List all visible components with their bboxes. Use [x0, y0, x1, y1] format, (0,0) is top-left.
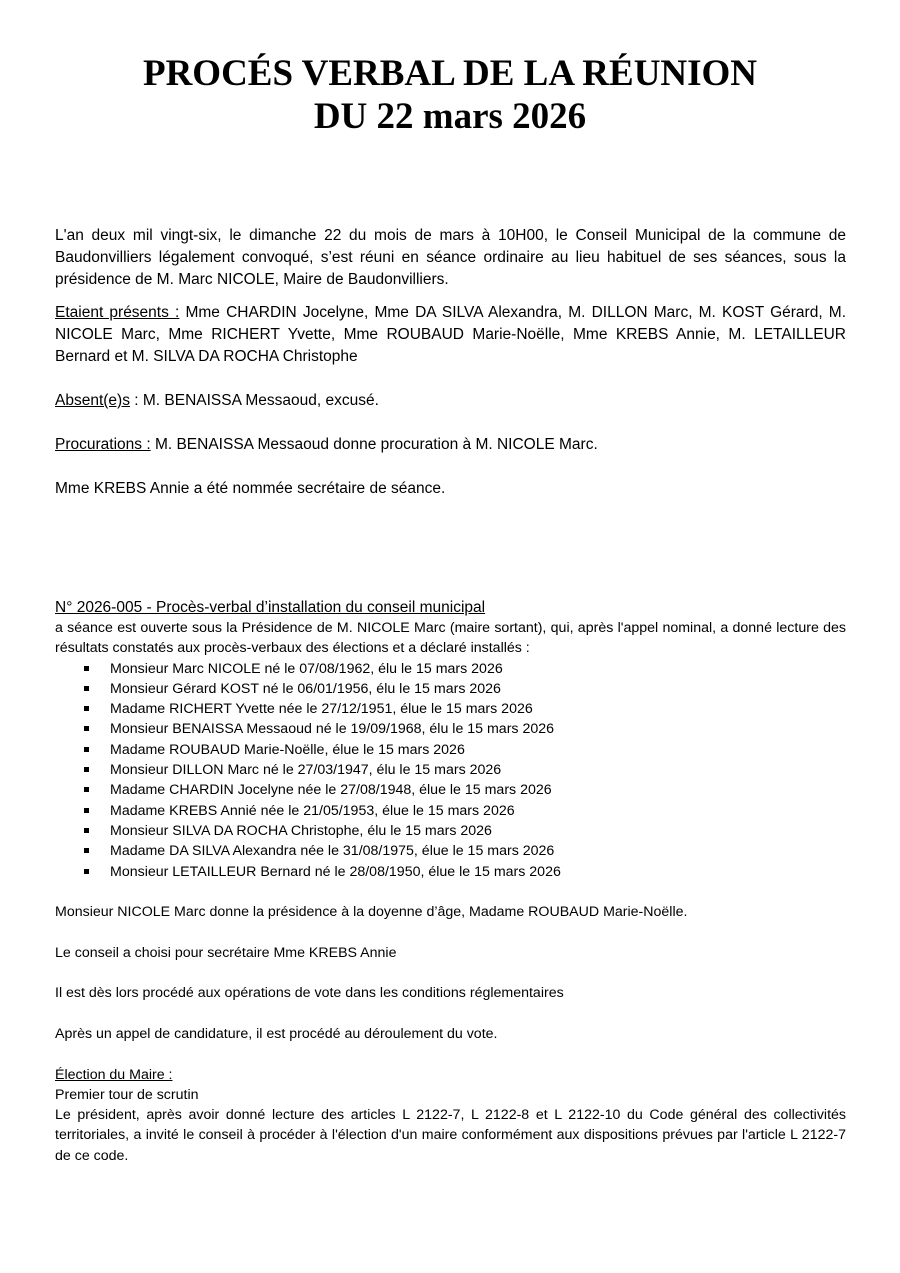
absent-label: Absent(e)s: [55, 392, 130, 409]
list-item: [55, 841, 846, 861]
list-item-text: Madame RICHERT Yvette née le 27/12/1951, élue le 15 mars 2026: [110, 701, 533, 718]
square-bullet-icon: [84, 686, 89, 691]
articles-paragraph: Le président, après avoir donné lecture des articles L 2122-7, L 2122-8 et L 2122-10 du Code général des collectivités territoriales, a invité le conseil à procéder à l'élection d'un maire conformément aux dispositions prévues par l'article L 2122-7 de ce code.: [55, 1107, 846, 1164]
list-item: [55, 679, 846, 699]
square-bullet-icon: [84, 666, 89, 671]
procurations-paragraph: [55, 434, 846, 456]
list-item-text: Madame ROUBAUD Marie-Noëlle, élue le 15 mars 2026: [110, 741, 465, 758]
secretary-paragraph: Mme KREBS Annie a été nommée secrétaire de séance.: [55, 480, 446, 497]
premier-tour: Premier tour de scrutin: [55, 1086, 199, 1103]
square-bullet-icon: [84, 787, 89, 792]
procurations-label: Procurations :: [55, 436, 151, 453]
procurations-text: M. BENAISSA Messaoud donne procuration à M. NICOLE Marc.: [150, 436, 598, 453]
present-label: Etaient présents :: [55, 304, 180, 321]
list-item-text: Monsieur Marc NICOLE né le 07/08/1962, élu le 15 mars 2026: [110, 660, 503, 677]
absent-text: : M. BENAISSA Messaoud, excusé.: [129, 392, 379, 409]
list-item-text: Madame CHARDIN Jocelyne née le 27/08/1948, élue le 15 mars 2026: [110, 782, 552, 799]
title-line-1: PROCÉS VERBAL DE LA RÉUNION: [142, 53, 758, 94]
candidature-paragraph: Après un appel de candidature, il est procédé au déroulement du vote.: [55, 1025, 498, 1042]
square-bullet-icon: [84, 767, 89, 772]
intro-block: [55, 225, 846, 522]
section-title: N° 2026-005 - Procès-verbal d’installation du conseil municipal: [55, 599, 486, 616]
elected-list: [55, 659, 846, 882]
present-paragraph: [55, 302, 846, 368]
present-text: Mme CHARDIN Jocelyne, Mme DA SILVA Alexandra, M. DILLON Marc, M. KOST Gérard, M. NICOLE Marc, Mme RICHERT Yvette, Mme ROUBAUD Marie-Noëlle, Mme KREBS Annie, M. LETAILLEUR Bernard et M. SILVA DA ROCHA Christophe: [55, 304, 847, 365]
square-bullet-icon: [84, 706, 89, 711]
list-item: [55, 862, 846, 882]
list-item-text: Monsieur SILVA DA ROCHA Christophe, élu le 15 mars 2026: [110, 822, 492, 839]
list-item-text: Monsieur Gérard KOST né le 06/01/1956, élu le 15 mars 2026: [110, 680, 501, 697]
list-item: [55, 780, 846, 800]
list-item: [55, 821, 846, 841]
list-item-text: Monsieur LETAILLEUR Bernard né le 28/08/1950, élue le 15 mars 2026: [110, 863, 561, 880]
title-line-2: DU 22 mars 2026: [313, 96, 587, 137]
square-bullet-icon: [84, 848, 89, 853]
deliberation-section: [55, 598, 846, 1166]
square-bullet-icon: [84, 726, 89, 731]
list-item: [55, 760, 846, 780]
list-item: [55, 719, 846, 739]
absent-paragraph: [55, 390, 846, 412]
square-bullet-icon: [84, 808, 89, 813]
list-item-text: Madame KREBS Annié née le 21/05/1953, élue le 15 mars 2026: [110, 802, 515, 819]
secretaire-paragraph: Le conseil a choisi pour secrétaire Mme KREBS Annie: [55, 944, 397, 961]
election-heading: Élection du Maire :: [55, 1066, 173, 1083]
list-item: [55, 801, 846, 821]
list-item-text: Madame DA SILVA Alexandra née le 31/08/1975, élue le 15 mars 2026: [110, 843, 555, 860]
list-item-text: Monsieur DILLON Marc né le 27/03/1947, élu le 15 mars 2026: [110, 762, 502, 779]
operations-paragraph: Il est dès lors procédé aux opérations de vote dans les conditions réglementaires: [55, 985, 564, 1002]
presidence-paragraph: Monsieur NICOLE Marc donne la présidence à la doyenne d’âge, Madame ROUBAUD Marie-Noëlle.: [55, 904, 688, 921]
list-item: [55, 740, 846, 760]
list-item: [55, 659, 846, 679]
square-bullet-icon: [84, 869, 89, 874]
intro-opening: L'an deux mil vingt-six, le dimanche 22 du mois de mars à 10H00, le Conseil Municipal de la commune de Baudonvilliers légalement convoqué, s’est réuni en séance ordinaire au lieu habituel de ses séances, sous la présidence de M. Marc NICOLE, Maire de Baudonvilliers.: [55, 227, 846, 288]
square-bullet-icon: [84, 747, 89, 752]
list-item: [55, 699, 846, 719]
section-opening: a séance est ouverte sous la Présidence de M. NICOLE Marc (maire sortant), qui, après l'appel nominal, a donné lecture des résultats constatés aux procès-verbaux des élections et a déclaré installés :: [55, 620, 846, 657]
page-title: [0, 52, 900, 138]
square-bullet-icon: [84, 828, 89, 833]
list-item-text: Monsieur BENAISSA Messaoud né le 19/09/1968, élu le 15 mars 2026: [110, 721, 555, 738]
